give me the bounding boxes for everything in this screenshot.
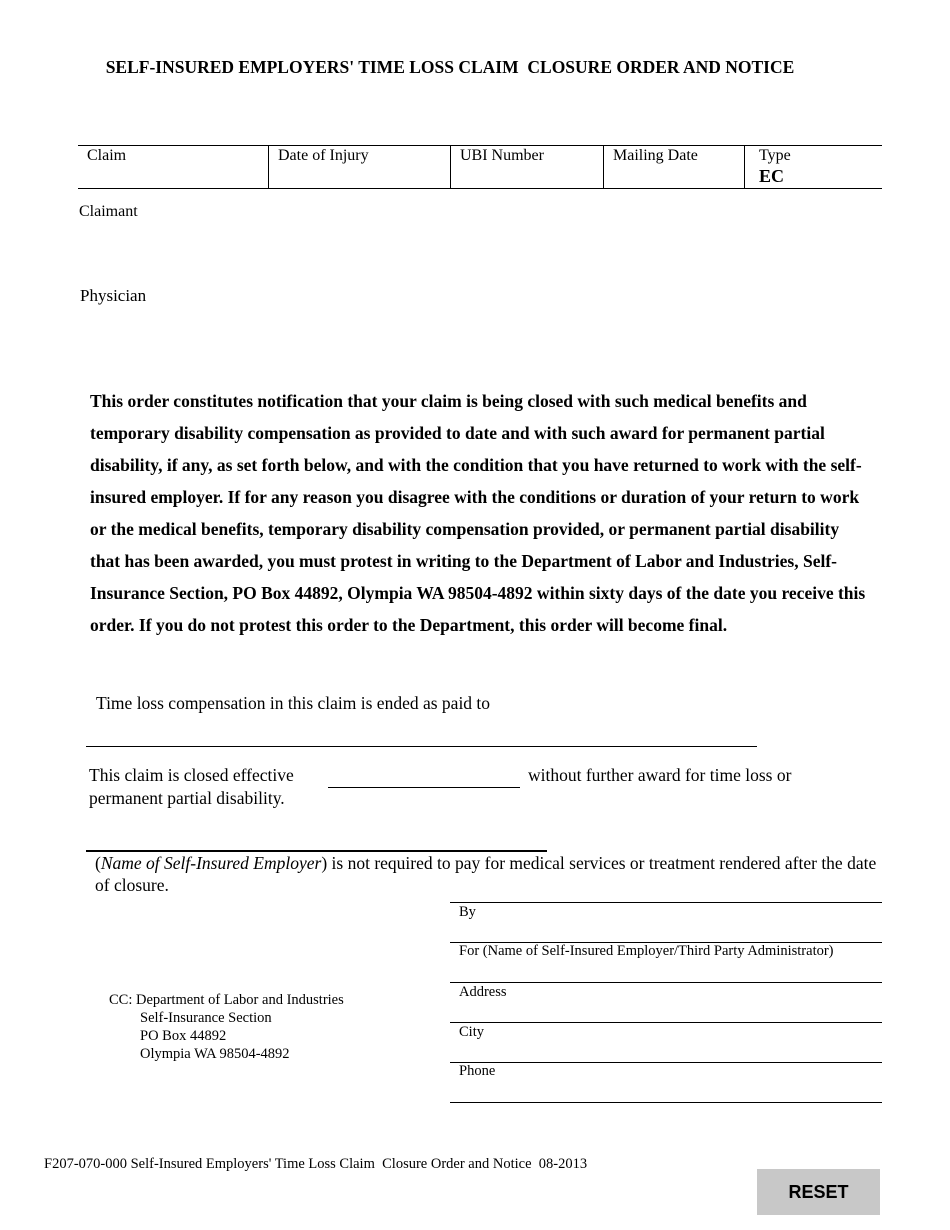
- ubi-number-cell[interactable]: [450, 146, 603, 188]
- phone-label: Phone: [459, 1063, 496, 1079]
- employer-statement: (Name of Self-Insured Employer) is not required to pay for medical services or treatment rendered after the date of closure.: [95, 853, 877, 895]
- claimant-label: Claimant: [79, 203, 138, 220]
- closure-notice-text: This order constitutes notification that your claim is being closed with such medical benefits and temporary disability compensation as provided to date and with such award for permanent partial disability, if any, as set forth below, and with the condition that you have returned to work with the self-insured employer. If for any reason you disagree with the conditions or duration of your return to work or the medical benefits, temporary disability compensation provided, or permanent partial disability that has been awarded, you must protest in writing to the Department of Labor and Industries, Self-Insurance Section, PO Box 44892, Olympia WA 98504-4892 within sixty days of the date you receive this order. If you do not protest this order to the Department, this order will become final.: [90, 391, 866, 635]
- cc-block: [109, 991, 344, 1063]
- closed-effective-text: This claim is closed effective: [89, 765, 294, 785]
- city-label: City: [459, 1024, 484, 1040]
- time-loss-text: Time loss compensation in this claim is ended as paid to: [96, 693, 491, 713]
- address-line[interactable]: [450, 1022, 882, 1023]
- for-label: For (Name of Self-Insured Employer/Third Party Administrator): [459, 943, 834, 959]
- physician-label: Physician: [80, 286, 147, 305]
- mailing-date-cell[interactable]: [603, 146, 744, 188]
- type-cell: [744, 146, 882, 188]
- by-label: By: [459, 904, 476, 920]
- mailing-date-label: Mailing Date: [613, 147, 698, 164]
- ubi-number-label: UBI Number: [460, 147, 544, 164]
- signature-top-line: [450, 902, 882, 903]
- cc-line-3: PO Box 44892: [140, 1028, 227, 1044]
- type-value: EC: [759, 166, 785, 186]
- claim-header-table: [78, 145, 882, 189]
- city-line[interactable]: [450, 1062, 882, 1063]
- for-line[interactable]: [450, 982, 882, 983]
- time-loss-paid-to-line[interactable]: [86, 746, 757, 747]
- form-footer: F207-070-000 Self-Insured Employers' Time Loss Claim Closure Order and Notice 08-2013: [44, 1156, 588, 1172]
- closed-effective-continuation: permanent partial disability.: [89, 788, 285, 808]
- employer-name-placeholder: Name of Self-Insured Employer: [100, 853, 322, 873]
- cc-line-1: CC: Department of Labor and Industries: [109, 992, 344, 1008]
- cc-line-4: Olympia WA 98504-4892: [140, 1046, 290, 1062]
- address-label: Address: [459, 984, 507, 1000]
- employer-statement-text: is not required to pay for medical services or treatment rendered after the date of closure.: [95, 853, 877, 895]
- reset-button[interactable]: RESET: [757, 1169, 880, 1215]
- form-title: SELF-INSURED EMPLOYERS' TIME LOSS CLAIM CLOSURE ORDER AND NOTICE: [105, 57, 795, 77]
- claim-cell[interactable]: [78, 146, 268, 188]
- closed-effective-suffix: without further award for time loss or: [528, 765, 792, 785]
- date-of-injury-cell[interactable]: [268, 146, 450, 188]
- closed-effective-date-line[interactable]: [328, 787, 520, 788]
- type-label: Type: [759, 147, 791, 164]
- cc-line-2: Self-Insurance Section: [140, 1010, 272, 1026]
- date-of-injury-label: Date of Injury: [278, 147, 369, 164]
- claim-label: Claim: [87, 147, 127, 164]
- phone-line[interactable]: [450, 1102, 882, 1103]
